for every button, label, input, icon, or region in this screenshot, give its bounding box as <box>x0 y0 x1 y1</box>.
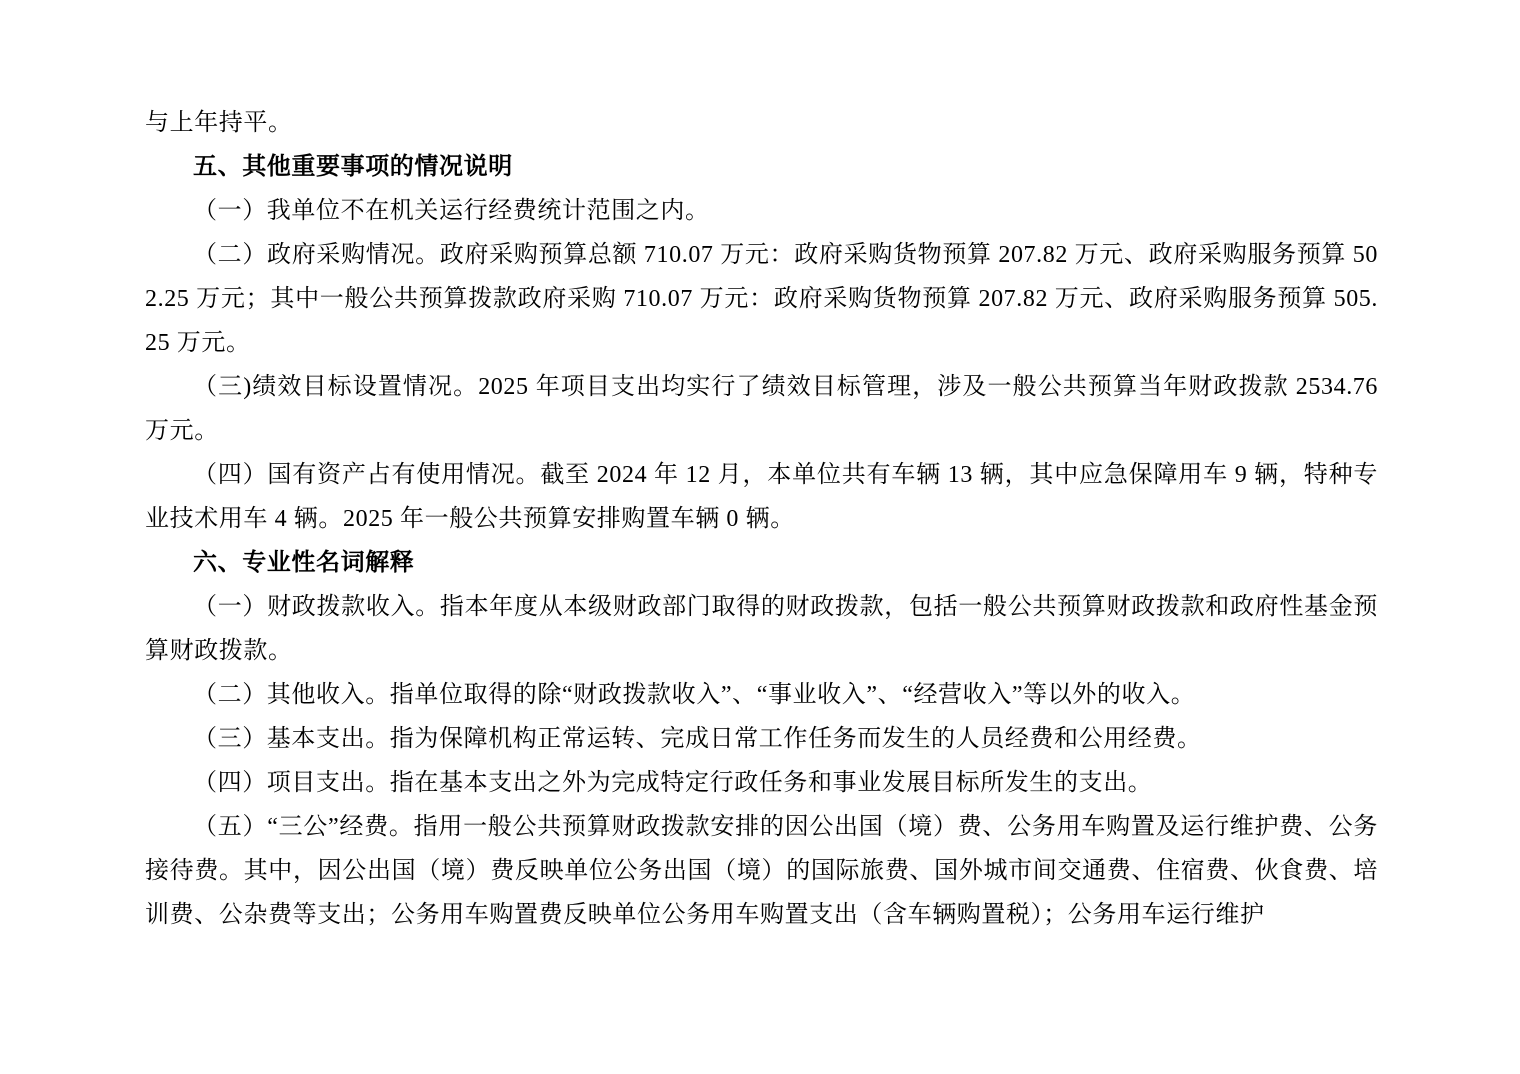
paragraph-5-3-performance-targets: （三)绩效目标设置情况。2025 年项目支出均实行了绩效目标管理，涉及一般公共预算当年财政拨款 2534.76 万元。 <box>145 374 1378 444</box>
paragraph-6-1-fiscal-appropriation-income: （一）财政拨款收入。指本年度从本级财政部门取得的财政拨款，包括一般公共预算财政拨款和政府性基金预算财政拨款。 <box>145 594 1378 664</box>
paragraph-6-3-basic-expenditure: （三）基本支出。指为保障机构正常运转、完成日常工作任务而发生的人员经费和公用经费。 <box>193 726 1202 752</box>
paragraph-6-4-project-expenditure: （四）项目支出。指在基本支出之外为完成特定行政任务和事业发展目标所发生的支出。 <box>193 770 1153 796</box>
paragraph-5-2-procurement: （二）政府采购情况。政府采购预算总额 710.07 万元：政府采购货物预算 207.82 万元、政府采购服务预算 502.25 万元；其中一般公共预算拨款政府采购 710.07 万元：政府采购货物预算 207.82 万元、政府采购服务预算 505.25 万元。 <box>145 242 1378 356</box>
paragraph-6-5-three-public-funds: （五）“三公”经费。指用一般公共预算财政拨款安排的因公出国（境）费、公务用车购置及运行维护费、公务接待费。其中，因公出国（境）费反映单位公务出国（境）的国际旅费、国外城市间交通费、住宿费、伙食费、培训费、公杂费等支出；公务用车购置费反映单位公务用车购置支出（含车辆购置税）；公务用车运行维护 <box>145 814 1378 928</box>
section-heading-5: 五、其他重要事项的情况说明 <box>193 153 513 180</box>
paragraph-5-1: （一）我单位不在机关运行经费统计范围之内。 <box>193 198 710 224</box>
document-page <box>145 101 1378 937</box>
paragraph-5-4-state-assets: （四）国有资产占有使用情况。截至 2024 年 12 月，本单位共有车辆 13 辆，其中应急保障用车 9 辆，特种专业技术用车 4 辆。2025 年一般公共预算安排购置车辆 0 辆。 <box>145 462 1378 532</box>
section-heading-6: 六、专业性名词解释 <box>193 549 415 576</box>
paragraph-6-2-other-income: （二）其他收入。指单位取得的除“财政拨款收入”、“事业收入”、“经营收入”等以外的收入。 <box>193 682 1196 708</box>
paragraph-continuation: 与上年持平。 <box>145 110 293 136</box>
